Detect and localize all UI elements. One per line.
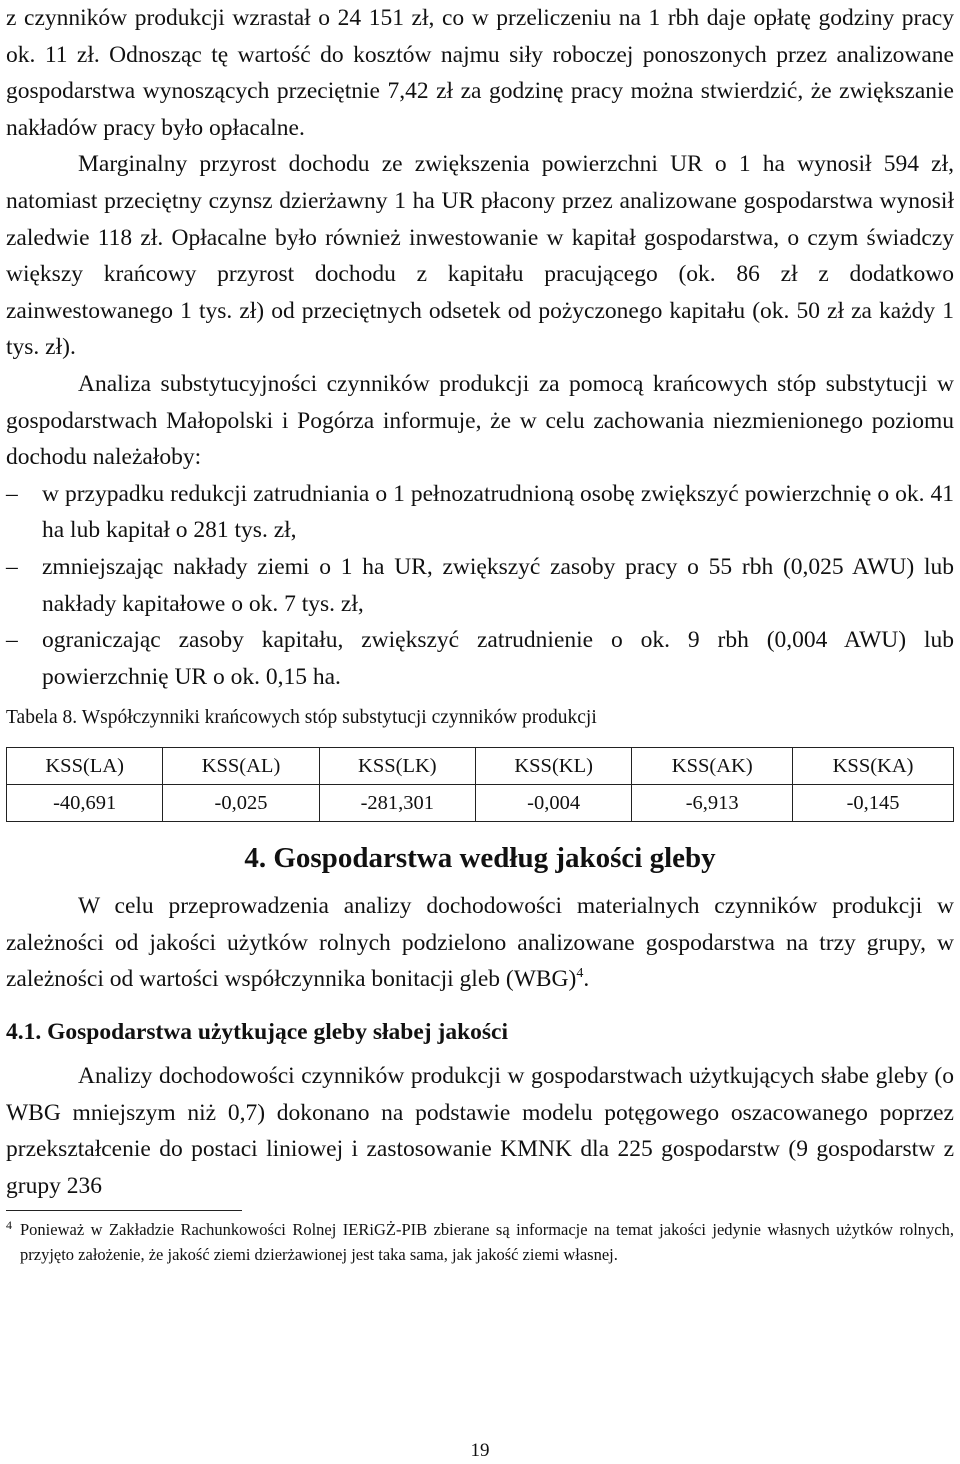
footnote-separator xyxy=(6,1210,242,1211)
table-header-row xyxy=(7,748,954,785)
table-cell: -0,004 xyxy=(475,785,631,822)
list-item xyxy=(6,476,954,549)
table-cell: -281,301 xyxy=(319,785,475,822)
dash-bullet: – xyxy=(6,553,18,580)
table-row xyxy=(7,785,954,822)
list-item xyxy=(6,622,954,695)
paragraph-text: W celu przeprowadzenia analizy dochodowości materialnych czynników produkcji w zależności od jakości użytków rolnych podzielono analizowane gospodarstwa na trzy grupy, w zależności od wartości współczynnika bonitacji gleb (WBG) xyxy=(6,893,954,993)
table-header-cell: KSS(KA) xyxy=(793,748,954,785)
paragraph-marginal-income: Marginalny przyrost dochodu ze zwiększenia powierzchni UR o 1 ha wynosił 594 zł, natomiast przeciętny czynsz dzierżawny 1 ha UR płacony przez analizowane gospodarstwa wynosił zaledwie 118 zł. Opłacalne było również inwestowanie w kapitał gospodarstwa, o czym świadczy większy krańcowy przyrost dochodu z kapitału pracującego (ok. 86 zł z dodatkowo zainwestowanego 1 tys. zł) od przeciętnych odsetek od pożyczonego kapitału (ok. 50 zł za każdy 1 tys. zł). xyxy=(6,151,954,361)
table-header-cell: KSS(KL) xyxy=(475,748,631,785)
paragraph-end: . xyxy=(583,966,590,993)
footnote xyxy=(6,1217,954,1267)
table-cell: -0,025 xyxy=(163,785,319,822)
footnote-mark: 4 xyxy=(6,1218,12,1233)
subsection-heading: 4.1. Gospodarstwa użytkujące gleby słabej jakości xyxy=(6,1019,508,1046)
table-cell: -40,691 xyxy=(7,785,163,822)
table-header-cell: KSS(LK) xyxy=(319,748,475,785)
table-header-cell: KSS(AK) xyxy=(632,748,793,785)
list-item-text: w przypadku redukcji zatrudniania o 1 pełnozatrudnioną osobę zwiększyć powierzchnię o ok. 41 ha lub kapitał o 281 tys. zł, xyxy=(42,480,954,544)
footnote-reference[interactable]: 4 xyxy=(576,966,584,982)
footnote-text: Ponieważ w Zakładzie Rachunkowości Rolnej IERiGŻ-PIB zbierane są informacje na temat jakości jedynie własnych użytków rolnych, przyjęto założenie, że jakość ziemi dzierżawionej jest taka sama, jak jakość ziemi własnej. xyxy=(20,1220,954,1265)
list-item-text: zmniejszając nakłady ziemi o 1 ha UR, zwiększyć zasoby pracy o 55 rbh (0,025 AWU) lub nakłady kapitałowe o ok. 7 tys. zł, xyxy=(42,553,954,617)
document-page xyxy=(6,0,954,1267)
table-caption: Tabela 8. Współczynniki krańcowych stóp substytucji czynników produkcji xyxy=(6,707,597,729)
dash-bullet: – xyxy=(6,480,18,507)
page-number: 19 xyxy=(470,1440,490,1461)
list-item-text: ograniczając zasoby kapitału, zwiększyć zatrudnienie o ok. 9 rbh (0,004 AWU) lub powierzchnię UR o ok. 0,15 ha. xyxy=(42,627,954,690)
paragraph-labor-cost: z czynników produkcji wzrastał o 24 151 zł, co w przeliczeniu na 1 rbh daje opłatę godziny pracy ok. 11 zł. Odnosząc tę wartość do kosztów najmu siły roboczej ponoszonych przez analizowane gospodarstwa wynoszących przeciętnie 7,42 zł za godzinę pracy można stwierdzić, że zwiększanie nakładów pracy było opłacalne. xyxy=(6,5,954,141)
paragraph-substitution-analysis: Analiza substytucyjności czynników produkcji za pomocą krańcowych stóp substytucji w gospodarstwach Małopolski i Pogórza informuje, że w celu zachowania niezmienionego poziomu dochodu należałoby: xyxy=(6,370,954,471)
table-cell: -0,145 xyxy=(793,785,954,822)
paragraph-weak-soils: Analizy dochodowości czynników produkcji w gospodarstwach użytkujących słabe gleby (o WBG mniejszym niż 0,7) dokonano na podstawie modelu potęgowego oszacowanego poprzez przekształcenie do postaci liniowej i zastosowanie KMNK dla 225 gospodarstw (9 gospodarstw z grupy 236 xyxy=(6,1063,954,1199)
kss-table xyxy=(6,747,954,822)
table-cell: -6,913 xyxy=(632,785,793,822)
table-header-cell: KSS(LA) xyxy=(7,748,163,785)
list-item xyxy=(6,549,954,622)
substitution-list xyxy=(6,476,954,696)
paragraph-soil-quality xyxy=(6,888,954,998)
dash-bullet: – xyxy=(6,627,18,654)
table-header-cell: KSS(AL) xyxy=(163,748,319,785)
section-heading: 4. Gospodarstwa według jakości gleby xyxy=(244,842,716,875)
